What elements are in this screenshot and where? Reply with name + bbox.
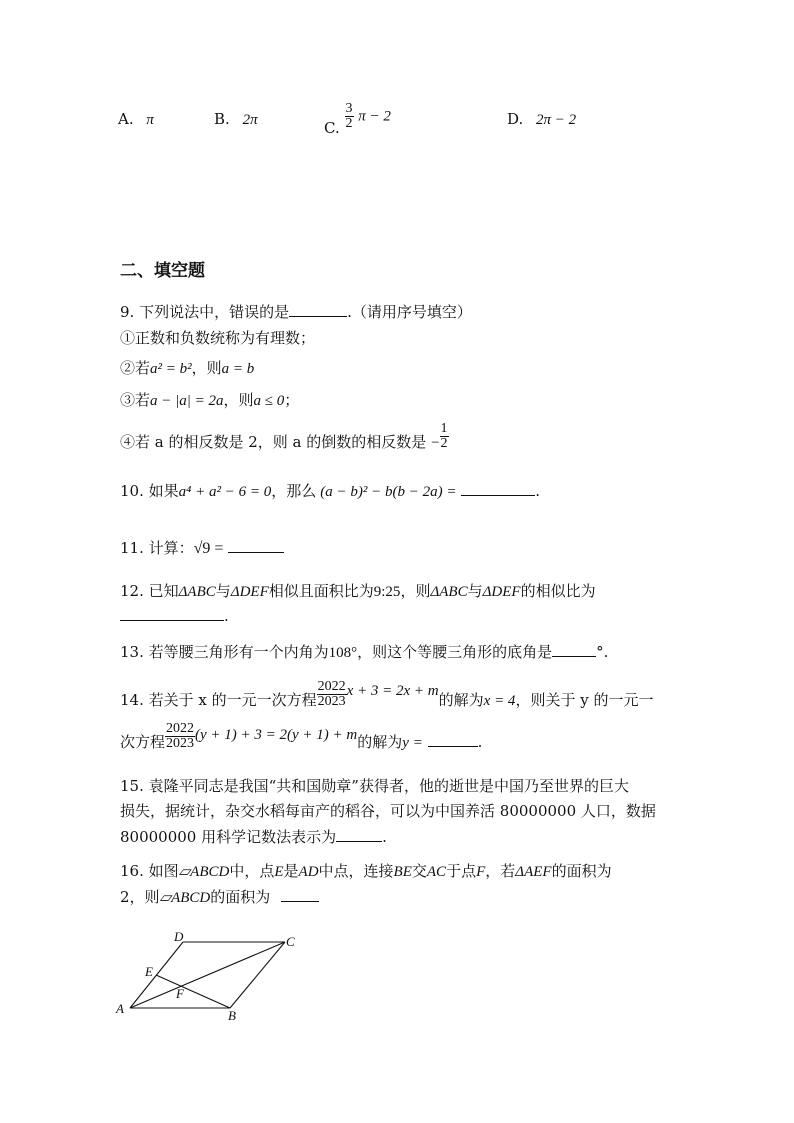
q13-angle: 108° — [328, 645, 358, 661]
q12-prefix: 12. 已知 — [120, 582, 179, 600]
fraction-denominator: 2023 — [166, 736, 195, 751]
option-d-value: 2π − 2 — [536, 112, 577, 128]
q14-line2-prefix: 次方程 — [120, 732, 166, 751]
parallelogram-abcd: ▱ABCD — [178, 864, 230, 880]
q13 — [120, 642, 608, 663]
answer-blank[interactable] — [428, 732, 478, 747]
q12-connector: 与 — [215, 582, 231, 600]
q13-end: °. — [596, 643, 609, 661]
label-a: A — [116, 1001, 124, 1016]
option-b-value: 2π — [242, 112, 258, 128]
item2-mid: ，则 — [191, 359, 222, 377]
q15-line3-prefix: 80000000 用科学记数法表示为 — [120, 828, 337, 846]
q16-text: 是 — [283, 862, 299, 880]
fraction-denominator: 2 — [440, 436, 448, 451]
answer-blank[interactable] — [228, 538, 284, 553]
q9-stem — [120, 302, 472, 322]
q9-item-1: ①正数和负数统称为有理数； — [120, 329, 316, 347]
q15-line1: 15. 袁隆平同志是我国“共和国勋章”获得者，他的逝世是中国乃至世界的巨大 — [120, 777, 629, 795]
label-b: B — [228, 1008, 236, 1023]
option-a-value: π — [146, 112, 154, 128]
q16-line2-prefix: 2，则 — [120, 888, 160, 906]
item2-prefix: ②若 — [120, 359, 151, 377]
item3-equation: a − |a| = 2a — [150, 393, 224, 409]
q12-end: . — [224, 607, 229, 625]
q10-prefix: 10. 如果 — [120, 482, 179, 500]
parallelogram-abcd: ▱ABCD — [159, 890, 211, 906]
option-c-rest: π − 2 — [358, 108, 391, 125]
q11 — [120, 538, 284, 559]
q10-mid: ，那么 — [271, 482, 317, 500]
option-c-fraction — [345, 102, 354, 131]
q9-item-4 — [120, 422, 449, 451]
q8-option-b — [214, 109, 258, 130]
fraction-numerator: 2022 — [166, 721, 195, 736]
q16-text: 的面积为 — [551, 862, 612, 880]
point-f: F — [476, 864, 486, 880]
q9-stem-tail: .（请用序号填空） — [347, 303, 472, 321]
q8-option-c — [324, 101, 391, 137]
triangle-aef: ΔAEF — [515, 864, 552, 880]
q15-line2: 损失，据统计，杂交水稻每亩产的稻谷，可以为中国养活 80000000 人口，数据 — [120, 802, 656, 820]
q10-equation: a⁴ + a² − 6 = 0 — [178, 484, 272, 500]
label-d: D — [174, 929, 184, 944]
q12-connector: 相似且面积比为 — [268, 582, 374, 600]
item3-end: ； — [284, 391, 300, 409]
segment-be: BE — [393, 864, 412, 880]
triangle-abc: ΔABC — [178, 584, 216, 600]
area-ratio: 9:25 — [373, 584, 401, 600]
answer-blank[interactable] — [552, 642, 596, 657]
option-a-label: A. — [118, 110, 134, 128]
label-f: F — [176, 986, 184, 1001]
q14-mid: 的解为 — [438, 690, 484, 709]
fraction-numerator: 1 — [440, 421, 448, 436]
q14-prefix: 14. 若关于 x 的一元一次方程 — [120, 690, 317, 709]
q9-item-3 — [120, 390, 299, 411]
q15-end: . — [382, 828, 387, 846]
q16-text: 交 — [411, 862, 427, 880]
item3-result: a ≤ 0 — [253, 393, 285, 409]
q10 — [120, 481, 540, 502]
fraction-denominator: 2 — [345, 116, 353, 131]
segment-ac: AC — [426, 864, 447, 880]
answer-blank[interactable] — [336, 827, 382, 842]
q16-line2 — [120, 887, 319, 908]
point-e: E — [274, 864, 284, 880]
item2-equation: a² = b² — [150, 361, 192, 377]
fraction-denominator: 2023 — [317, 694, 346, 709]
segment-bc — [230, 942, 285, 1008]
q12-tail: 的相似比为 — [520, 582, 596, 600]
item4-fraction — [440, 422, 449, 451]
q14-equation-2: (y + 1) + 3 = 2(y + 1) + m — [195, 726, 358, 743]
q9-item-2 — [120, 358, 254, 379]
q12-line1 — [120, 581, 596, 602]
triangle-abc: ΔABC — [430, 584, 468, 600]
q11-expression: √9 = — [193, 540, 224, 557]
option-c-label: C. — [324, 118, 340, 137]
q14-line2 — [120, 722, 482, 751]
triangle-def: ΔDEF — [230, 584, 269, 600]
parallelogram-figure — [110, 928, 310, 1023]
item2-result: a = b — [221, 361, 255, 377]
q13-prefix: 13. 若等腰三角形有一个内角为 — [120, 643, 329, 661]
q14-equation-1: x + 3 = 2x + m — [346, 682, 439, 699]
q10-expression: (a − b)² − b(b − 2a) = — [320, 484, 457, 500]
item4-sign: − — [431, 434, 440, 451]
q16-text: 中点，连接 — [318, 862, 394, 880]
q16-text: ，若 — [485, 862, 516, 880]
q13-mid: ，则这个等腰三角形的底角是 — [357, 643, 553, 661]
q16-line1 — [120, 861, 612, 882]
q14-end: . — [477, 732, 483, 751]
answer-blank[interactable] — [461, 481, 535, 496]
q16-line2-tail: 的面积为 — [210, 888, 271, 906]
triangle-def: ΔDEF — [482, 584, 521, 600]
q8-option-d — [507, 109, 576, 130]
q11-prefix: 11. 计算： — [120, 539, 194, 557]
q14-solution: x = 4 — [483, 692, 516, 709]
q16-prefix: 16. 如图 — [120, 862, 179, 880]
q16-text: 中，点 — [229, 862, 275, 880]
q16-text: 于点 — [446, 862, 477, 880]
q14-y: y = — [402, 734, 423, 751]
answer-blank[interactable] — [289, 302, 347, 317]
q12-line2 — [120, 606, 229, 626]
answer-blank[interactable] — [120, 606, 224, 621]
option-b-label: B. — [214, 110, 230, 128]
option-d-label: D. — [507, 110, 524, 128]
label-e: E — [145, 964, 153, 979]
q12-connector: 与 — [467, 582, 483, 600]
q14-line2-mid: 的解为 — [357, 732, 403, 751]
q10-end: . — [535, 482, 540, 500]
answer-blank[interactable] — [281, 887, 319, 902]
q14-fraction — [165, 722, 195, 751]
fraction-numerator: 3 — [345, 101, 353, 116]
segment-ad: AD — [298, 864, 319, 880]
section-title: 二、填空题 — [120, 261, 205, 281]
fraction-numerator: 2022 — [317, 679, 346, 694]
q14-line1-tail: ，则关于 y 的一元一 — [515, 690, 654, 709]
item4-prefix: ④若 a 的相反数是 2，则 a 的倒数的相反数是 — [120, 432, 427, 451]
q14-fraction — [317, 680, 347, 709]
q14-line1 — [120, 680, 653, 709]
q15-line3 — [120, 827, 387, 847]
segment-be — [156, 975, 230, 1008]
q8-option-a — [118, 109, 154, 130]
q9-stem-text: 9. 下列说法中，错误的是 — [120, 303, 290, 321]
item3-mid: ，则 — [223, 391, 254, 409]
q12-connector: ，则 — [400, 582, 431, 600]
item3-prefix: ③若 — [120, 391, 151, 409]
label-c: C — [286, 934, 295, 949]
